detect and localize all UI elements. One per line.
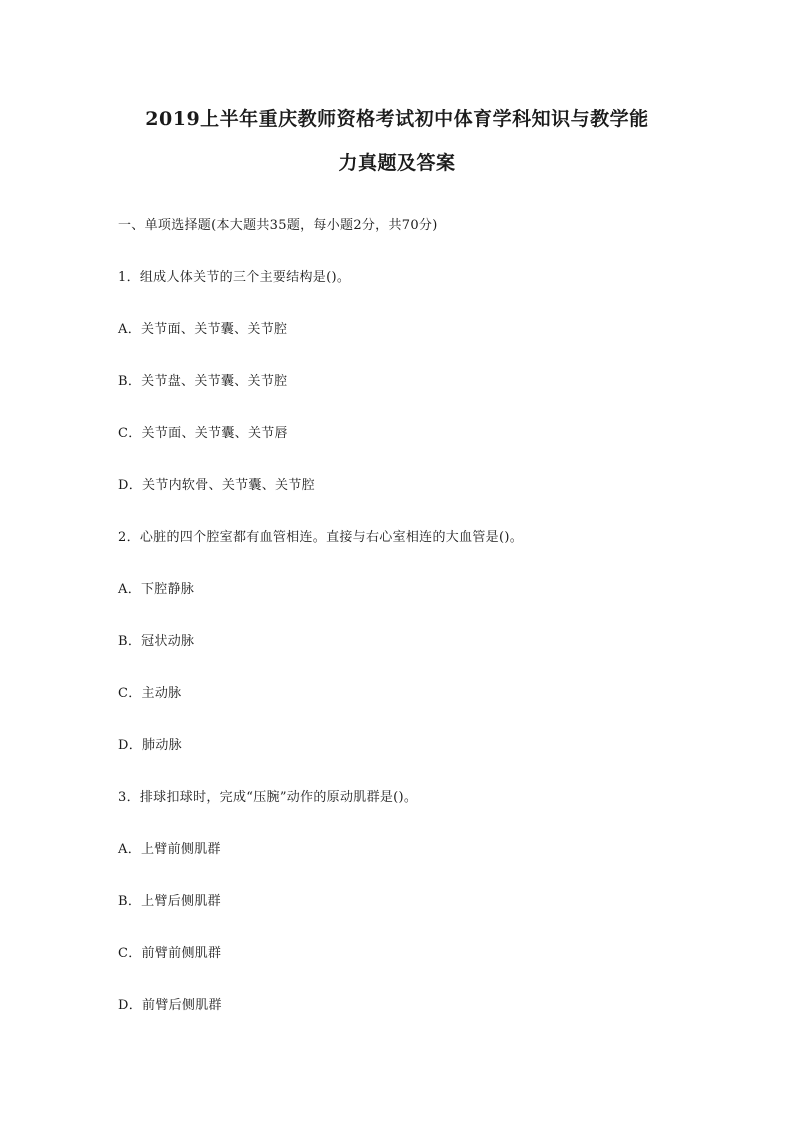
section-heading: 一、单项选择题(本大题共35题，每小题2分，共70分) [118,218,438,233]
question-1-option-c: C．关节面、关节囊、关节唇 [118,426,288,441]
question-1-option-a: A．关节面、关节囊、关节腔 [118,322,288,337]
question-2-option-b: B．冠状动脉 [118,634,195,649]
document-title-line-1: 2019上半年重庆教师资格考试初中体育学科知识与教学能 [145,108,649,130]
question-stem-3: 3．排球扣球时，完成“压腕”动作的原动肌群是()。 [118,790,418,805]
question-3-option-d: D．前臂后侧肌群 [118,998,222,1013]
question-3-option-c: C．前臂前侧肌群 [118,946,222,961]
question-stem-2: 2．心脏的四个腔室都有血管相连。直接与右心室相连的大血管是()。 [118,530,524,545]
question-3-option-a: A．上臂前侧肌群 [118,842,221,857]
question-stem-1: 1．组成人体关节的三个主要结构是()。 [118,270,351,285]
question-2-option-d: D．肺动脉 [118,738,182,753]
question-1-option-b: B．关节盘、关节囊、关节腔 [118,374,288,389]
question-2-option-c: C．主动脉 [118,686,182,701]
question-3-option-b: B．上臂后侧肌群 [118,894,221,909]
question-1-option-d: D．关节内软骨、关节囊、关节腔 [118,478,315,493]
document-title-line-2: 力真题及答案 [338,152,456,174]
question-2-option-a: A．下腔静脉 [118,582,195,597]
